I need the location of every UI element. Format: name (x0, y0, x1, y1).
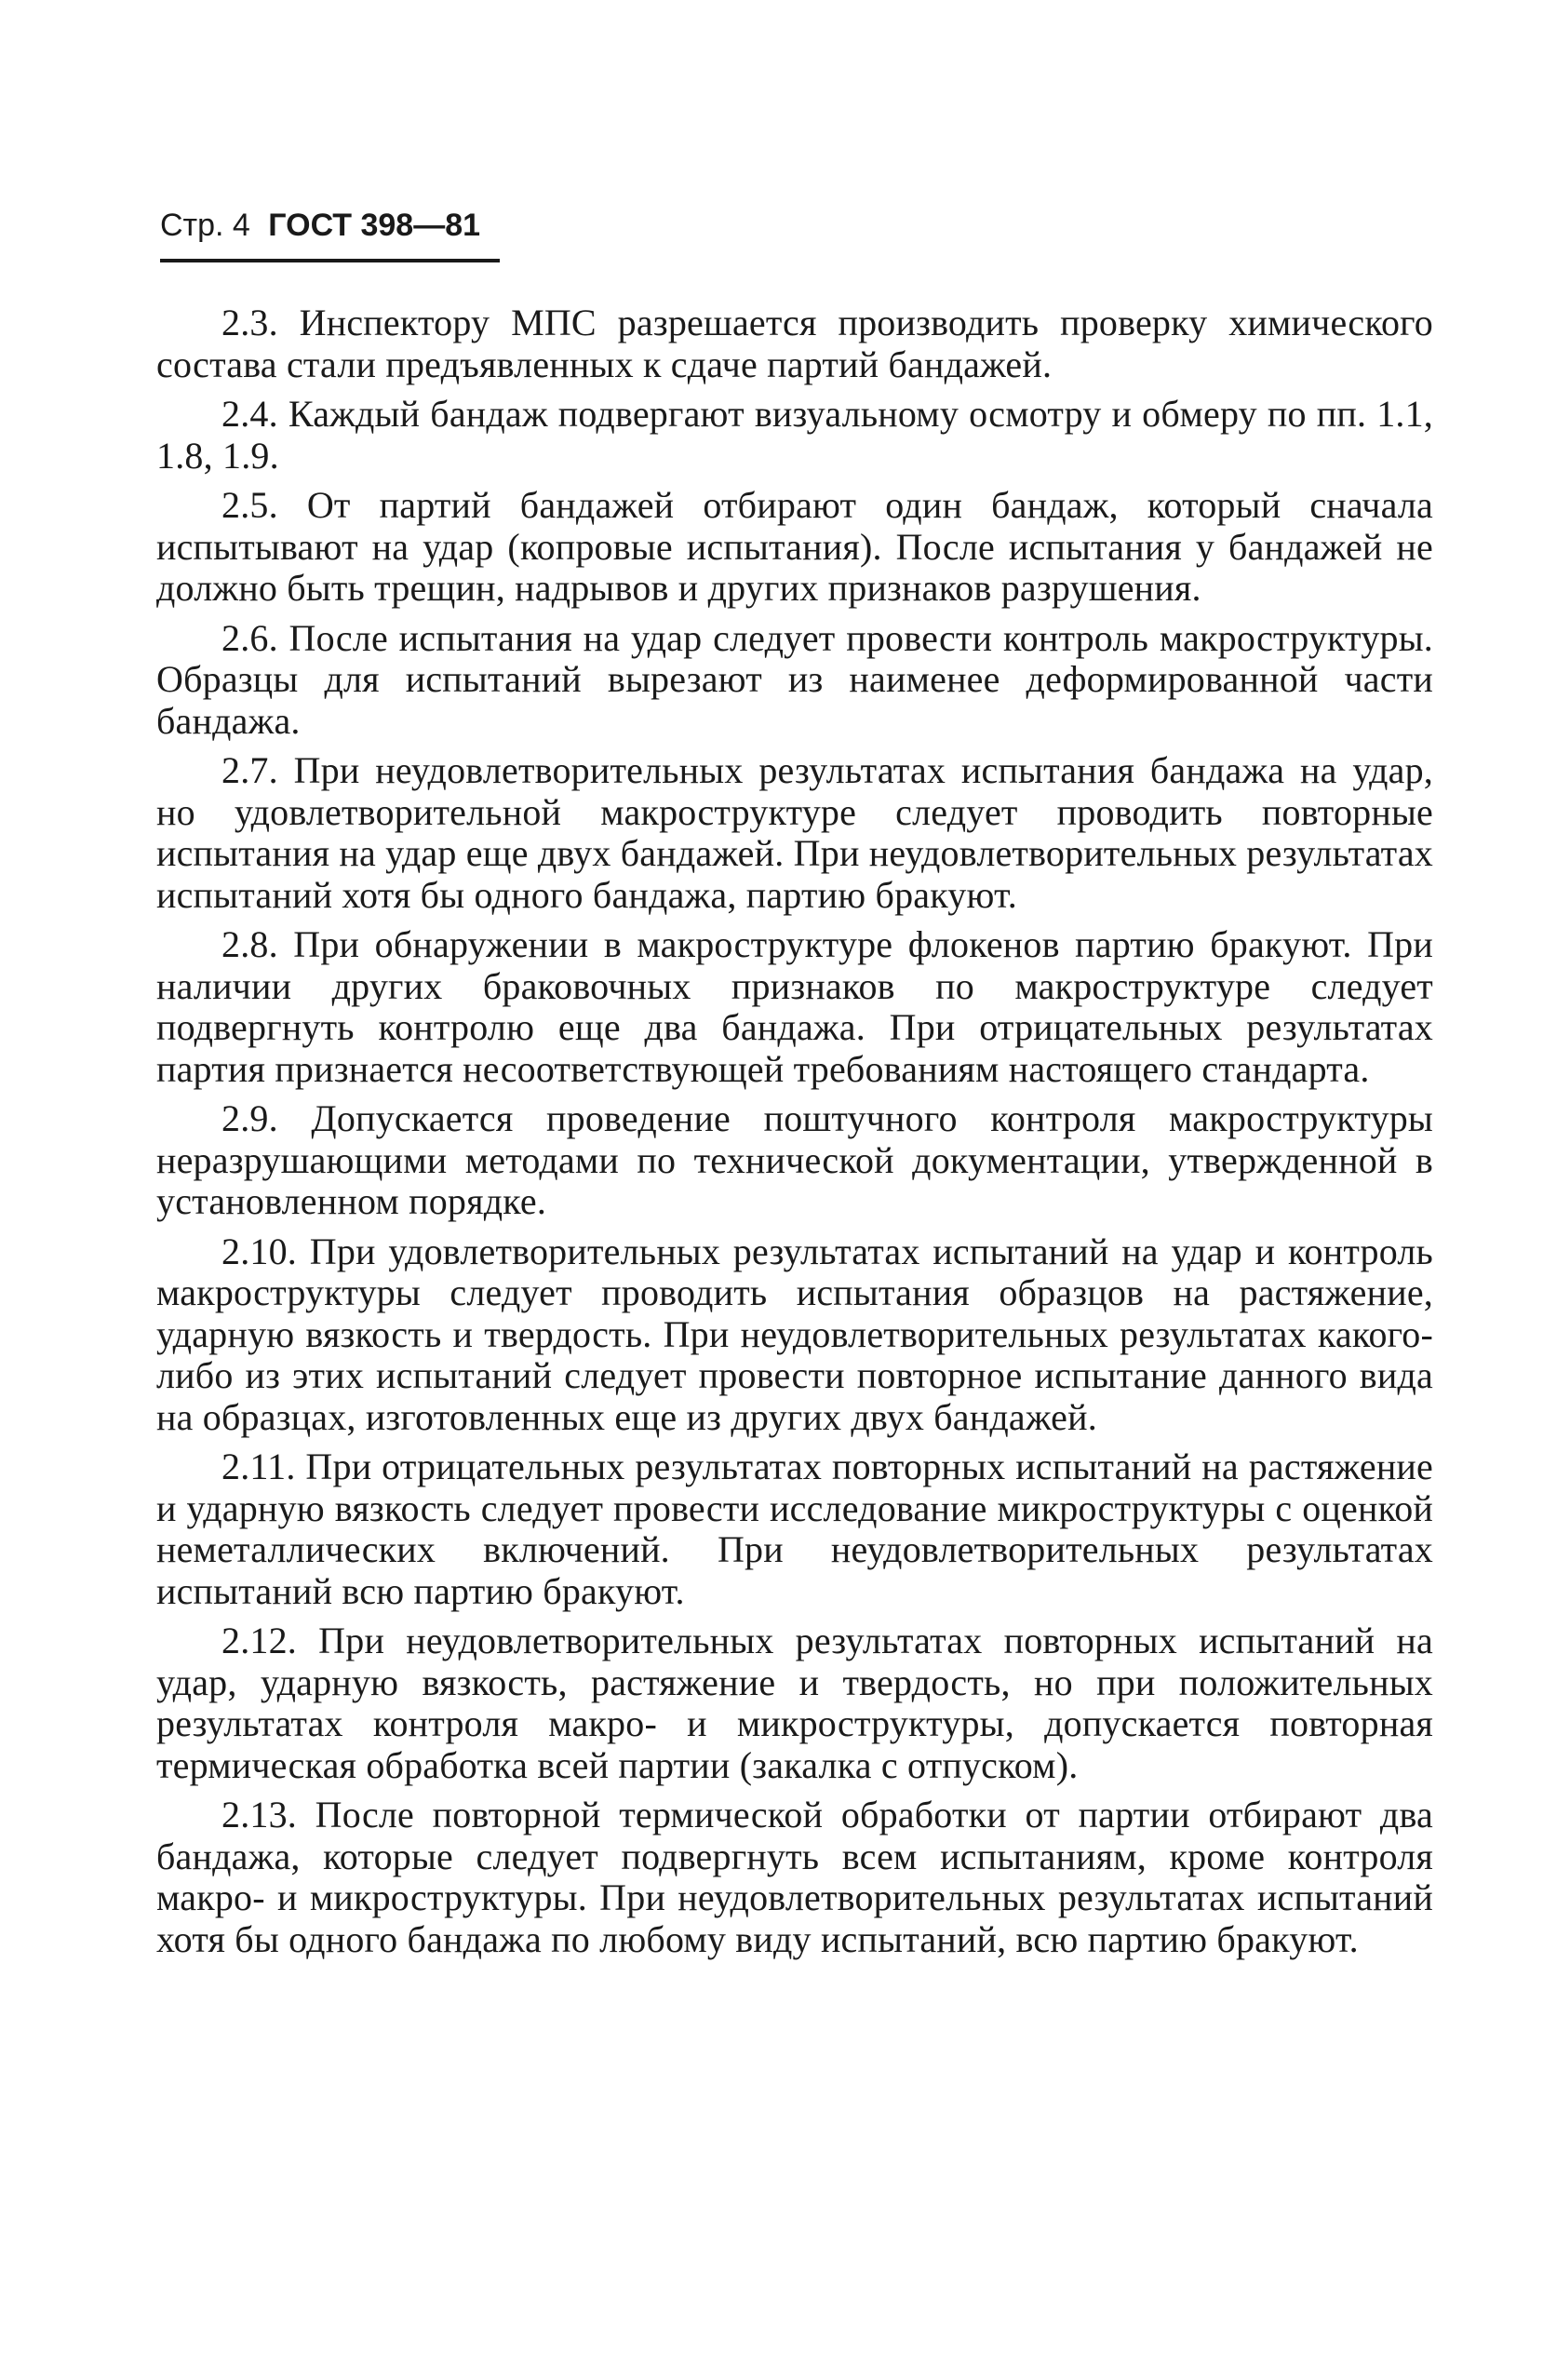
clause-2-6: 2.6. После испытания на удар следует провести контроль макроструктуры. Образцы для испытаний вырезают из наименее деформированной части бандажа. (156, 616, 1433, 742)
clause-2-11: 2.11. При отрицательных результатах повторных испытаний на растяжение и ударную вязкость следует провести исследование микроструктуры с оценкой неметаллических включений. При неудовлетворительных результатах испытаний всю партию бракуют. (156, 1445, 1433, 1612)
clause-2-8: 2.8. При обнаружении в макроструктуре флокенов партию бракуют. При наличии других браковочных признаков по макроструктуре следует подвергнуть контролю еще два бандажа. При отрицательных результатах партия признается несоответствующей требованиям настоящего стандарта. (156, 923, 1433, 1090)
header-rule (160, 259, 500, 262)
clause-2-3: 2.3. Инспектору МПС разрешается производить проверку химического состава стали предъявленных к сдаче партий бандажей. (156, 302, 1433, 385)
clause-2-10: 2.10. При удовлетворительных результатах испытаний на удар и контроль макроструктуры следует проводить испытания образцов на растяжение, ударную вязкость и твердость. При неудовлетворительных результатах какого-либо из этих испытаний следует провести повторное испытание данного вида на образцах, изготовленных еще из других двух бандажей. (156, 1230, 1433, 1438)
clause-2-13: 2.13. После повторной термической обработки от партии отбирают два бандажа, которые следует подвергнуть всем испытаниям, кроме контроля макро- и микроструктуры. При неудовлетворительных результатах испытаний хотя бы одного бандажа по любому виду испытаний, всю партию бракуют. (156, 1794, 1433, 1960)
running-header (160, 207, 480, 244)
page-number-label: Стр. 4 (160, 208, 250, 243)
clause-2-5: 2.5. От партий бандажей отбирают один бандаж, который сначала испытывают на удар (копровые испытания). После испытания у бандажей не должно быть трещин, надрывов и других признаков разрушения. (156, 484, 1433, 609)
clause-2-9: 2.9. Допускается проведение поштучного контроля макроструктуры неразрушающими методами по технической документации, утвержденной в установленном порядке. (156, 1097, 1433, 1222)
clause-2-7: 2.7. При неудовлетворительных результатах испытания бандажа на удар, но удовлетворительной макроструктуре следует проводить повторные испытания на удар еще двух бандажей. При неудовлетворительных результатах испытаний хотя бы одного бандажа, партию бракуют. (156, 749, 1433, 916)
document-body (156, 303, 1433, 1960)
clause-2-12: 2.12. При неудовлетворительных результатах повторных испытаний на удар, ударную вязкость, растяжение и твердость, но при положительных результатах контроля макро- и микроструктуры, допускается повторная термическая обработка всей партии (закалка с отпуском). (156, 1620, 1433, 1786)
clause-2-4: 2.4. Каждый бандаж подвергают визуальному осмотру и обмеру по пп. 1.1, 1.8, 1.9. (156, 393, 1433, 477)
standard-number-label: ГОСТ 398—81 (268, 208, 481, 243)
